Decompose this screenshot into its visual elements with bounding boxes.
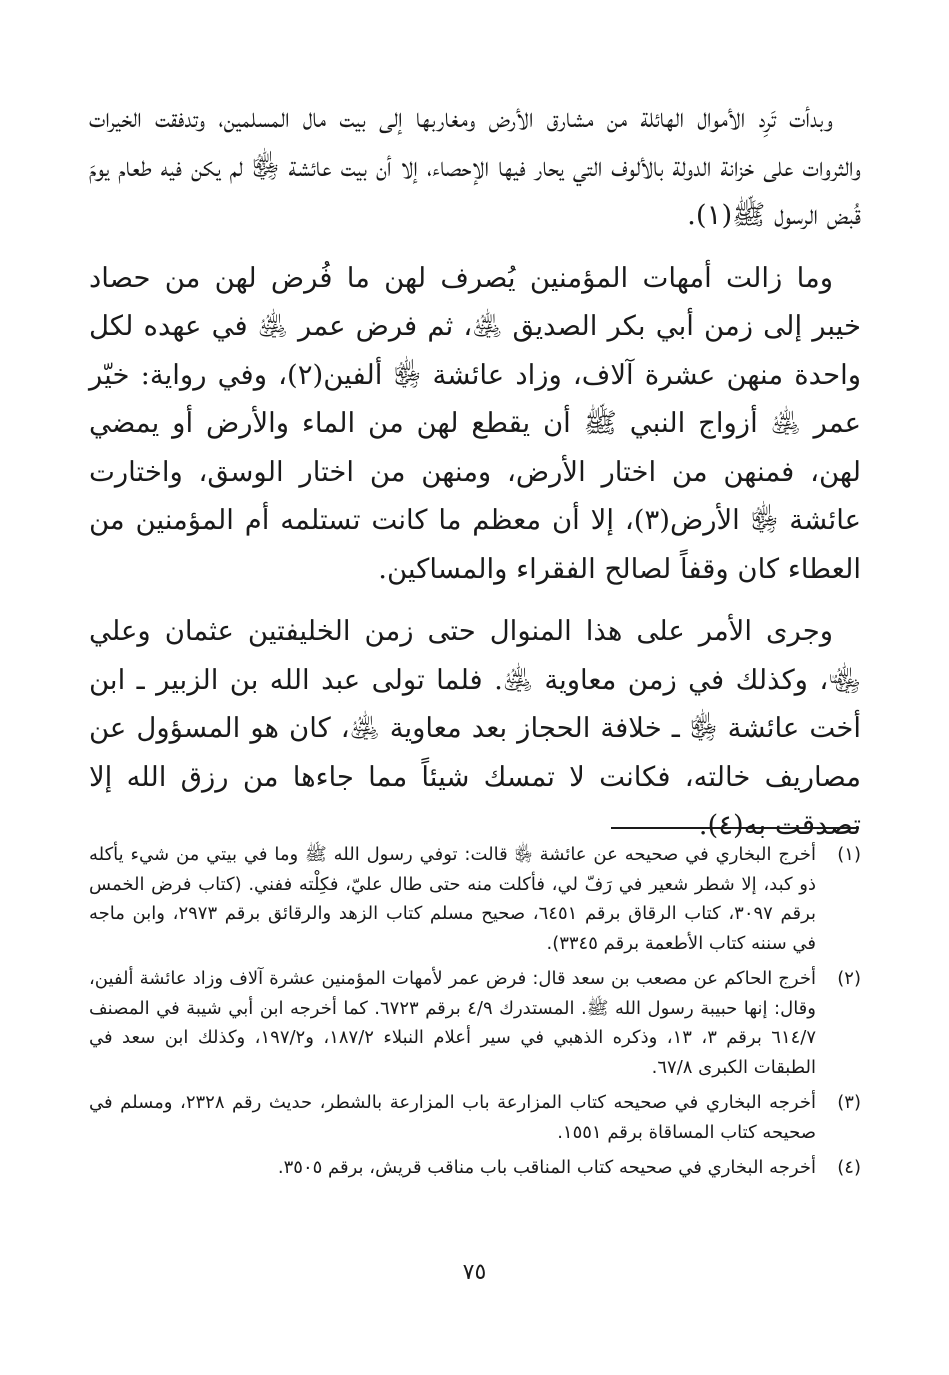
footnote-divider bbox=[611, 827, 859, 829]
footnote-number: (٢) bbox=[837, 968, 861, 989]
footnote-number: (١) bbox=[837, 844, 861, 865]
footnote-text: أخرج البخاري في صحيحه عن عائشة ﵂ قالت: توفي رسول الله ﷺ وما في بيتي من شيء يأكله ذو كبد، إلا شطر شعير في رَفّ لي، فأكلت منه حتى طال عليّ، فكِلْته ففني. (كتاب فرض الخمس برقم ٣٠٩٧، كتاب الرقاق برقم ٦٤٥١، صحيح مسلم كتاب الزهد والرقائق برقم ٢٩٧٣، وابن ماجه في سننه كتاب الأطعمة برقم ٣٣٤٥). bbox=[89, 844, 817, 954]
footnotes-section bbox=[89, 840, 861, 1189]
footnote-text: أخرج الحاكم عن مصعب بن سعد قال: فرض عمر لأمهات المؤمنين عشرة آلاف وزاد عائشة ألفين، وقال: إنها حبيبة رسول الله ﷺ. المستدرك ٤/٩ برقم ٦٧٢٣. كما أخرجه ابن أبي شيبة في المصنف ٦١٤/٧ برقم ٣، ١٣، وذكره الذهبي في سير أعلام النبلاء ١٨٧/٢، و١٩٧/٢، وكذلك ابن سعد في الطبقات الكبرى ٦٧/٨. bbox=[89, 968, 817, 1078]
main-text-body bbox=[89, 94, 861, 850]
page-number: ٧٥ bbox=[462, 1260, 487, 1285]
footnote-number: (٤) bbox=[837, 1157, 861, 1178]
body-paragraph-2: وما زالت أمهات المؤمنين يُصرف لهن ما فُرض لهن من حصاد خيبر إلى زمن أبي بكر الصديق ﵁، ثم فرض عمر ﵁ في عهده لكل واحدة منهن عشرة آلاف، وزاد عائشة ﵂ ألفين(٢)، وفي رواية: خيّر عمر ﵁ أزواج النبي ﷺ أن يقطع لهن من الماء والأرض أو يمضي لهن، فمنهن من اختار الأرض، ومنهن من اختار الوسق، واختارت عائشة ﵂ الأرض(٣)، إلا أن معظم ما كانت تستلمه أم المؤمنين من العطاء كان وقفاً لصالح الفقراء والمساكين. bbox=[89, 261, 861, 585]
body-paragraph-1: وبدأت تَرِد الأموال الهائلة من مشارق الأرض ومغاربها إلى بيت مال المسلمين، وتدفقت الخيرات والثروات على خزانة الدولة بالألوف التي يحار فيها الإحصاء، إلا أن بيت عائشة ﵂ لم يكن فيه طعام يومَ قُبض الرسول ﷺ(١). bbox=[89, 102, 861, 231]
footnote-3 bbox=[89, 1088, 861, 1147]
footnote-number: (٣) bbox=[837, 1092, 861, 1113]
footnote-text: أخرجه البخاري في صحيحه كتاب المناقب باب مناقب قريش، برقم ٣٥٠٥. bbox=[277, 1157, 816, 1178]
footnote-text: أخرجه البخاري في صحيحه كتاب المزارعة باب المزارعة بالشطر، حديث رقم ٢٣٢٨، ومسلم في صحيحه كتاب المساقاة برقم ١٥٥١. bbox=[89, 1092, 816, 1143]
body-paragraph-3: وجرى الأمر على هذا المنوال حتى زمن الخليفتين عثمان وعلي ﵄، وكذلك في زمن معاوية ﵁. فلما تولى عبد الله بن الزبير ـ ابن أخت عائشة ﵂ ـ خلافة الحجاز بعد معاوية ﵁، كان هو المسؤول عن مصاريف خالته، فكانت لا تمسك شيئاً مما جاءها من رزق الله إلا تصدقت به(٤). bbox=[89, 615, 861, 841]
footnote-2 bbox=[89, 964, 861, 1082]
footnote-4 bbox=[89, 1153, 861, 1183]
footnote-1 bbox=[89, 840, 861, 958]
